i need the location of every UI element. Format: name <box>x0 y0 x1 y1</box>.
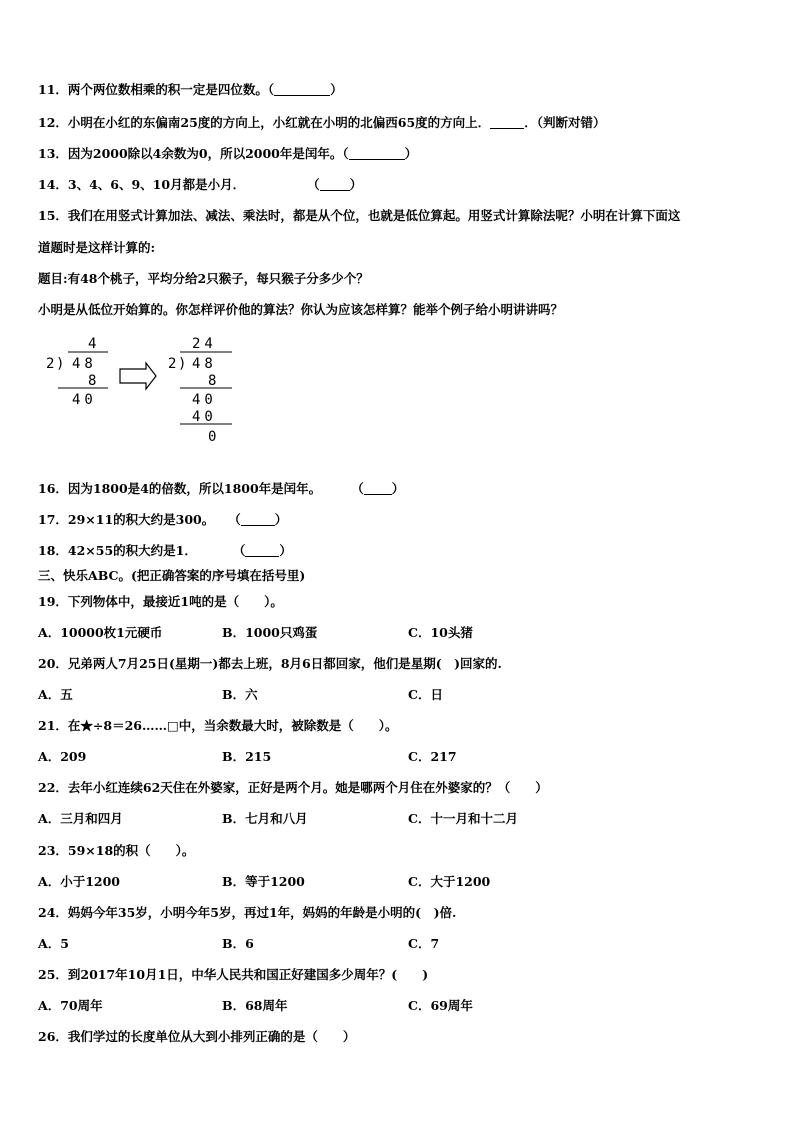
question-25: 25．到2017年10月1日，中华人民共和国正好建国多少周年？( ) <box>38 967 429 982</box>
question-17: 17．29×11的积大约是300。 （ ） <box>38 512 288 527</box>
right-bracket: ) <box>178 356 187 372</box>
answer-blank[interactable] <box>274 83 330 96</box>
q20-option-a[interactable]: A．五 <box>38 687 73 702</box>
right-divisor: 2 <box>168 356 177 372</box>
left-remainder: 40 <box>72 392 97 408</box>
question-12-text: 12．小明在小红的东偏南25度的方向上，小红就在小明的北偏西65度的方向上． <box>38 115 491 130</box>
q19-option-b[interactable]: B．1000只鸡蛋 <box>222 625 318 640</box>
question-18: 18．42×55的积大约是1． （ ） <box>38 543 292 558</box>
answer-blank[interactable] <box>245 544 279 557</box>
left-quotient: 4 <box>88 336 97 352</box>
q22-option-b[interactable]: B．七月和八月 <box>222 811 308 826</box>
q23-option-a[interactable]: A．小于1200 <box>38 874 120 889</box>
question-14-text: 14．3、4、6、9、10月都是小月． <box>38 177 246 192</box>
q24-option-b[interactable]: B．6 <box>222 936 254 951</box>
left-bracket: ) <box>56 356 65 372</box>
q24-option-a[interactable]: A．5 <box>38 936 69 951</box>
question-15-problem: 题目:有48个桃子，平均分给2只猴子，每只猴子分多少个？ <box>38 271 369 286</box>
question-13: 13．因为2000除以4余数为0，所以2000年是闰年。（ ） <box>38 146 418 161</box>
question-11-text: 11．两个两位数相乘的积一定是四位数。（ <box>38 82 275 97</box>
arrow-icon <box>120 363 156 389</box>
question-15-line-2: 道题时是这样计算的: <box>38 240 156 255</box>
answer-blank[interactable] <box>320 178 350 191</box>
q19-option-a[interactable]: A．10000枚1元硬币 <box>38 625 163 640</box>
q25-option-a[interactable]: A．70周年 <box>38 998 103 1013</box>
q24-option-c[interactable]: C．7 <box>408 936 440 951</box>
q21-option-b[interactable]: B．215 <box>222 749 272 764</box>
q25-option-c[interactable]: C．69周年 <box>408 998 473 1013</box>
right-step-1: 8 <box>208 373 217 389</box>
right-step-2: 40 <box>192 409 217 425</box>
q20-option-c[interactable]: C．日 <box>408 687 443 702</box>
left-divisor: 2 <box>46 356 55 372</box>
q23-option-b[interactable]: B．等于1200 <box>222 874 305 889</box>
right-quotient: 24 <box>192 336 217 352</box>
question-11: 11．两个两位数相乘的积一定是四位数。（ ） <box>38 82 343 97</box>
question-20: 20．兄弟两人7月25日(星期一)都去上班，8月6日都回家，他们是星期( )回家的. <box>38 656 502 671</box>
right-dividend: 48 <box>192 356 217 372</box>
question-26: 26．我们学过的长度单位从大到小排列正确的是（ ） <box>38 1029 356 1044</box>
q22-option-c[interactable]: C．十一月和十二月 <box>408 811 518 826</box>
right-partial: 40 <box>192 392 217 408</box>
q19-option-c[interactable]: C．10头猪 <box>408 625 473 640</box>
left-dividend: 48 <box>72 356 97 372</box>
question-16: 16．因为1800是4的倍数，所以1800年是闰年。 （ ） <box>38 481 405 496</box>
q25-option-b[interactable]: B．68周年 <box>222 998 288 1013</box>
question-14: 14．3、4、6、9、10月都是小月． （ ） <box>38 177 363 192</box>
answer-blank[interactable] <box>490 116 524 129</box>
question-18-text: 18．42×55的积大约是1． <box>38 543 197 558</box>
question-15-prompt: 小明是从低位开始算的。你怎样评价他的算法？你认为应该怎样算？能举个例子给小明讲讲吗？ <box>38 302 564 317</box>
answer-blank[interactable] <box>349 147 405 160</box>
question-22: 22．去年小红连续62天住在外婆家，正好是两个月。她是哪两个月住在外婆家的？（ ） <box>38 780 548 795</box>
right-remainder: 0 <box>208 429 217 445</box>
question-13-text: 13．因为2000除以4余数为0，所以2000年是闰年。（ <box>38 146 349 161</box>
q21-option-c[interactable]: C．217 <box>408 749 457 764</box>
question-15-line-1: 15．我们在用竖式计算加法、减法、乘法时，都是从个位，也就是低位算起。用竖式计算除法呢？小明在计算下面这 <box>38 208 681 223</box>
q20-option-b[interactable]: B．六 <box>222 687 258 702</box>
question-12: 12．小明在小红的东偏南25度的方向上，小红就在小明的北偏西65度的方向上． ．（判断对错） <box>38 115 606 130</box>
q23-option-c[interactable]: C．大于1200 <box>408 874 491 889</box>
question-17-text: 17．29×11的积大约是300。 <box>38 512 215 527</box>
q21-option-a[interactable]: A．209 <box>38 749 87 764</box>
answer-blank[interactable] <box>364 482 392 495</box>
section-title: 三、快乐ABC。(把正确答案的序号填在括号里) <box>38 568 306 583</box>
q22-option-a[interactable]: A．三月和四月 <box>38 811 123 826</box>
long-division-figure <box>40 336 240 448</box>
question-19: 19．下列物体中，最接近1吨的是（ ）。 <box>38 594 283 609</box>
question-21: 21．在★÷8＝26……□中，当余数最大时，被除数是（ ）。 <box>38 718 398 733</box>
question-23: 23．59×18的积（ ）。 <box>38 843 195 858</box>
answer-blank[interactable] <box>241 513 275 526</box>
question-24: 24．妈妈今年35岁，小明今年5岁，再过1年，妈妈的年龄是小明的( )倍. <box>38 905 457 920</box>
left-step: 8 <box>88 373 97 389</box>
question-16-text: 16．因为1800是4的倍数，所以1800年是闰年。 <box>38 481 322 496</box>
